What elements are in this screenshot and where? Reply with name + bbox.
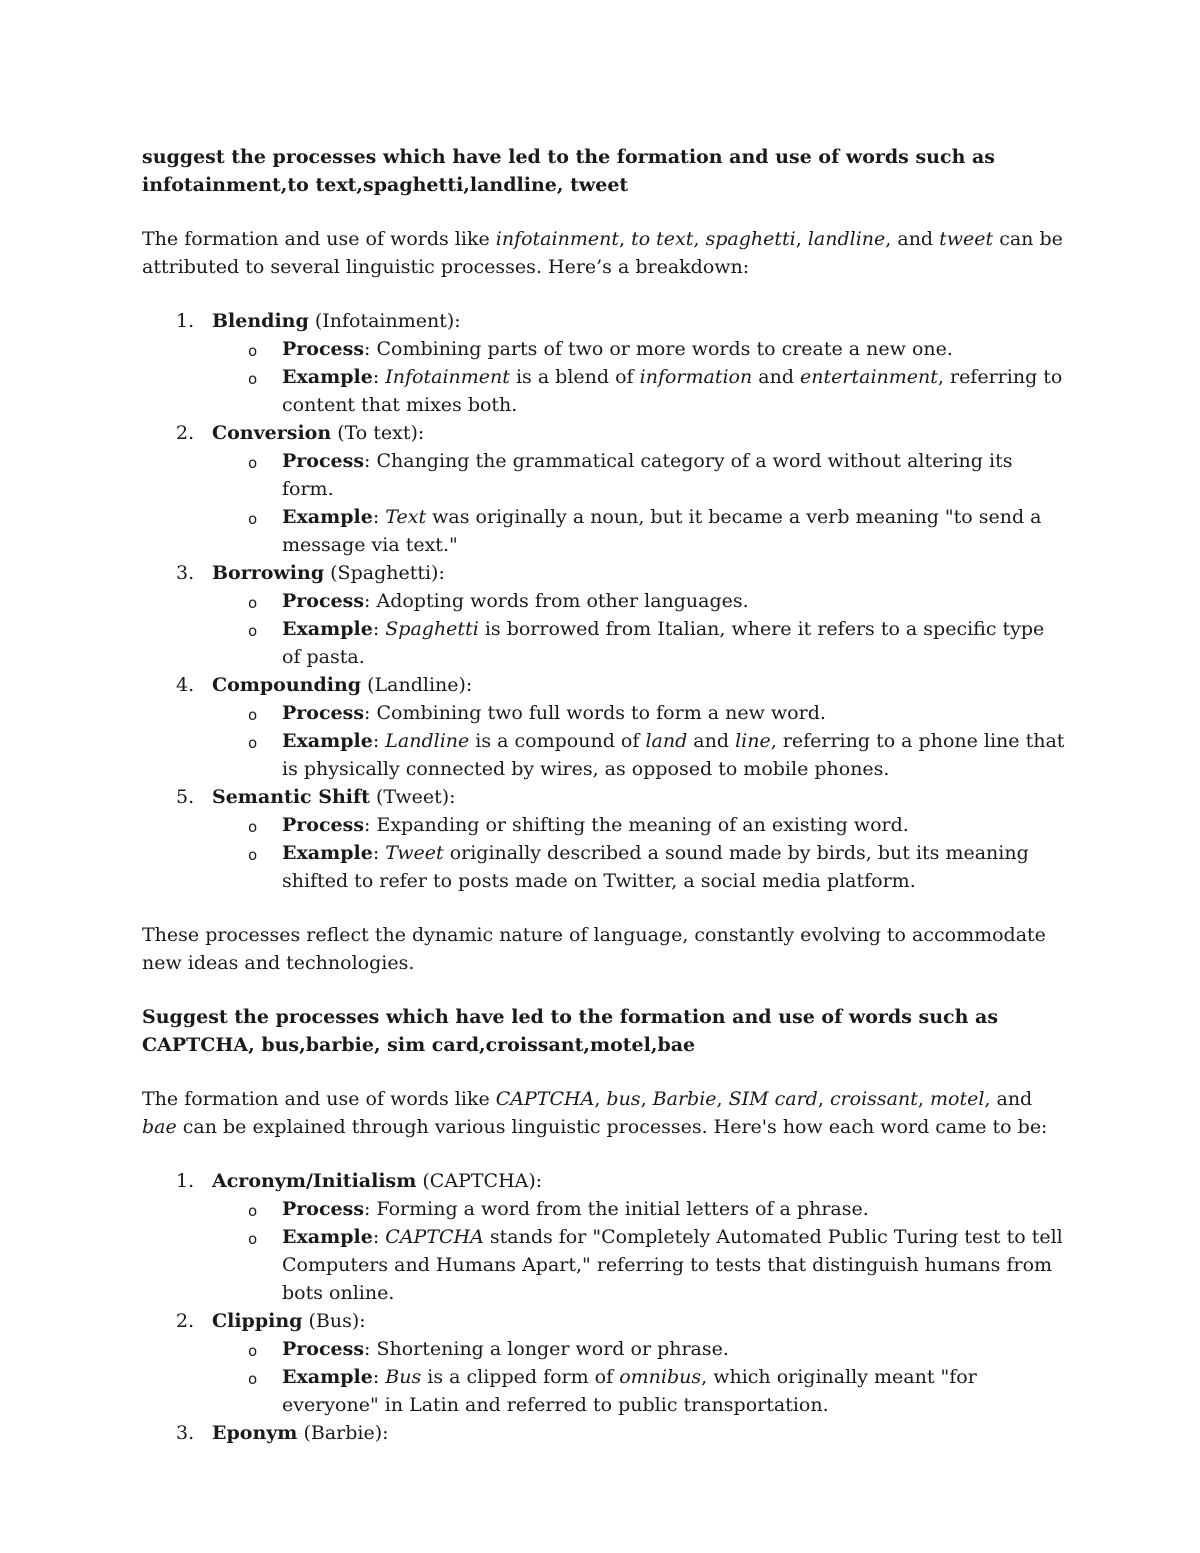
bullet-icon: o — [248, 510, 258, 528]
item-number: 5. — [176, 786, 195, 808]
list-item-compounding: 4. Compounding (Landline): o Process: Combining two full words to form a new word. o Example: Landline is a compound of land and line, referring to a phone line that is physically connected by wires, as opposed to mobile phones. — [142, 671, 1067, 783]
process-line: o Process: Forming a word from the initial letters of a phrase. — [212, 1195, 1067, 1223]
list-item-borrowing: 3. Borrowing (Spaghetti): o Process: Adopting words from other languages. o Example: Spaghetti is borrowed from Italian, where it refers to a specific type of pasta. — [142, 559, 1067, 671]
question-heading-1: suggest the processes which have led to the formation and use of words such as infotainment,to text,spaghetti,landline, tweet — [142, 146, 996, 196]
process-line: o Process: Expanding or shifting the meaning of an existing word. — [212, 811, 1067, 839]
bullet-icon: o — [248, 342, 258, 360]
list-item-acronym: 1. Acronym/Initialism (CAPTCHA): o Process: Forming a word from the initial letters of a phrase. o Example: CAPTCHA stands for "Completely Automated Public Turing test to tell Computers and Humans Apart," referring to tests that distinguish humans from bots online. — [142, 1167, 1067, 1307]
list-item-blending: 1. Blending (Infotainment): o Process: Combining parts of two or more words to create a new one. o Example: Infotainment is a blend of information and entertainment, referring to content that mixes both. — [142, 307, 1067, 419]
term-label: Conversion — [212, 422, 332, 444]
bullet-icon: o — [248, 734, 258, 752]
sub-list — [212, 1335, 1067, 1419]
example-line: o Example: Text was originally a noun, but it became a verb meaning "to send a message via text." — [248, 506, 1042, 556]
bullet-icon: o — [248, 454, 258, 472]
item-number: 4. — [176, 674, 195, 696]
sub-list — [212, 1195, 1067, 1307]
process-line: o Process: Shortening a longer word or phrase. — [212, 1335, 1067, 1363]
item-number: 2. — [176, 422, 195, 444]
process-line: o Process: Adopting words from other languages. — [212, 587, 1067, 615]
bullet-icon: o — [248, 370, 258, 388]
term-label: Semantic Shift — [212, 786, 370, 808]
bullet-icon: o — [248, 622, 258, 640]
closing-paragraph-1: These processes reflect the dynamic nature of language, constantly evolving to accommodate new ideas and technologies. — [142, 924, 1046, 974]
process-line: o Process: Changing the grammatical category of a word without altering its form. — [248, 450, 1013, 500]
bullet-icon: o — [248, 1342, 258, 1360]
term-label: Borrowing — [212, 562, 325, 584]
intro-paragraph-2: The formation and use of words like CAPTCHA, bus, Barbie, SIM card, croissant, motel, and bae can be explained through various linguistic processes. Here's how each word came to be: — [142, 1088, 1048, 1138]
bullet-icon: o — [248, 1370, 258, 1388]
item-number: 2. — [176, 1310, 195, 1332]
bullet-icon: o — [248, 706, 258, 724]
bullet-icon: o — [248, 1230, 258, 1248]
example-line: o Example: Tweet originally described a sound made by birds, but its meaning shifted to refer to posts made on Twitter, a social media platform. — [248, 842, 1029, 892]
example-line: o Example: Spaghetti is borrowed from Italian, where it refers to a specific type of pasta. — [248, 618, 1045, 668]
document-content — [142, 143, 1067, 1447]
process-line: o Process: Combining parts of two or more words to create a new one. — [212, 335, 1067, 363]
term-label: Eponym — [212, 1422, 298, 1444]
process-list-2 — [142, 1167, 1067, 1447]
sub-list — [212, 699, 1067, 783]
term-label: Acronym/Initialism — [212, 1170, 417, 1192]
sub-list — [212, 447, 1067, 559]
bullet-icon: o — [248, 818, 258, 836]
sub-list — [212, 335, 1067, 419]
process-line: o Process: Combining two full words to form a new word. — [212, 699, 1067, 727]
item-number: 1. — [176, 310, 195, 332]
intro-paragraph-1: The formation and use of words like infotainment, to text, spaghetti, landline, and tweet can be attributed to several linguistic processes. Here’s a breakdown: — [142, 228, 1063, 278]
list-item-eponym: 3. Eponym (Barbie): — [142, 1419, 1067, 1447]
example-line: o Example: CAPTCHA stands for "Completely Automated Public Turing test to tell Computers and Humans Apart," referring to tests that distinguish humans from bots online. — [248, 1226, 1063, 1304]
bullet-icon: o — [248, 1202, 258, 1220]
example-line: o Example: Bus is a clipped form of omnibus, which originally meant "for everyone" in Latin and referred to public transportation. — [248, 1366, 977, 1416]
list-item-clipping: 2. Clipping (Bus): o Process: Shortening a longer word or phrase. o Example: Bus is a clipped form of omnibus, which originally meant "for everyone" in Latin and referred to public transportation. — [142, 1307, 1067, 1419]
example-line: o Example: Landline is a compound of land and line, referring to a phone line that is physically connected by wires, as opposed to mobile phones. — [248, 730, 1065, 780]
list-item-conversion: 2. Conversion (To text): o Process: Changing the grammatical category of a word without altering its form. o Example: Text was originally a noun, but it became a verb meaning "to send a message via text." — [142, 419, 1067, 559]
item-number: 1. — [176, 1170, 195, 1192]
bullet-icon: o — [248, 594, 258, 612]
term-label: Blending — [212, 310, 309, 332]
example-line: o Example: Infotainment is a blend of information and entertainment, referring to content that mixes both. — [248, 366, 1063, 416]
list-item-semantic-shift: 5. Semantic Shift (Tweet): o Process: Expanding or shifting the meaning of an existing word. o Example: Tweet originally described a sound made by birds, but its meaning shifted to refer to posts made on Twitter, a social media platform. — [142, 783, 1067, 895]
sub-list — [212, 811, 1067, 895]
term-label: Compounding — [212, 674, 362, 696]
process-list-1 — [142, 307, 1067, 895]
term-label: Clipping — [212, 1310, 303, 1332]
item-number: 3. — [176, 1422, 195, 1444]
sub-list — [212, 587, 1067, 671]
question-heading-2: Suggest the processes which have led to the formation and use of words such as CAPTCHA, bus,barbie, sim card,croissant,motel,bae — [142, 1006, 999, 1056]
bullet-icon: o — [248, 846, 258, 864]
item-number: 3. — [176, 562, 195, 584]
